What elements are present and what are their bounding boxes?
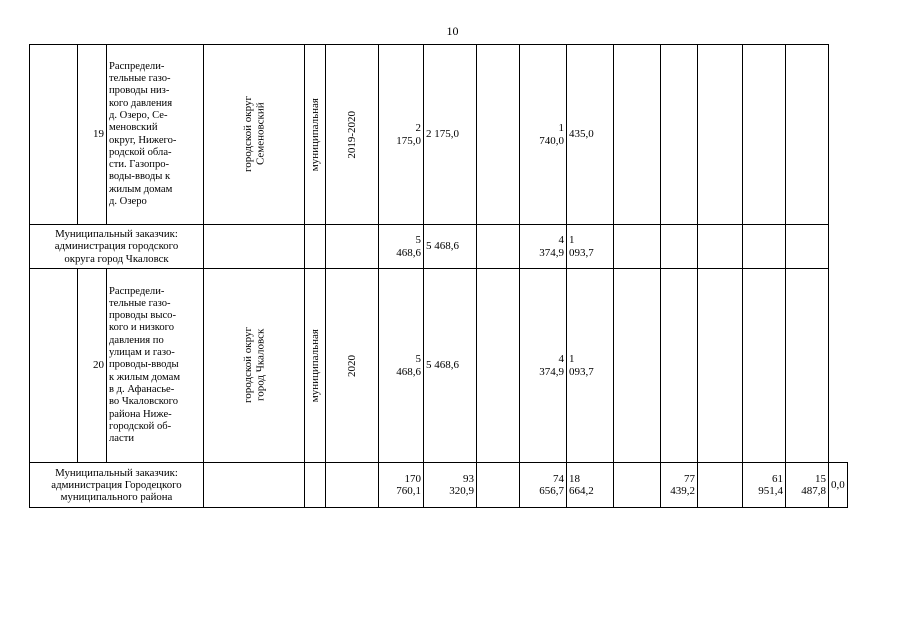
value-year1-part2-text: 1 093,7 [569,234,594,259]
value-year1-part2 [567,463,614,508]
table-row-20 [30,269,848,463]
subtotal-row-gorodets [30,463,848,508]
value-total [379,269,424,463]
empty-cell [614,225,661,269]
empty-cell [614,45,661,225]
table-row-19 [30,45,848,225]
value-year1-part2-text: 435,0 [569,128,594,141]
value-year1-total-text: 93 320,9 [449,472,474,497]
subtotal-row-chkalovsk [30,225,848,269]
ownership-text: муниципальная [308,328,321,403]
empty-cell [698,463,743,508]
empty-cell [614,463,661,508]
value-year2-part3 [829,463,848,508]
value-year2-part1 [743,463,786,508]
value-total [379,463,424,508]
value-year1-total [424,463,477,508]
customer-label [30,463,204,508]
value-year1-part1 [520,269,567,463]
empty-cell [743,225,786,269]
empty-cell [30,269,78,463]
value-year1-total-text: 5 468,6 [426,240,459,253]
ownership-cell [305,269,326,463]
empty-cell [698,225,743,269]
empty-cell [477,463,520,508]
value-year1-part2-text: 1 093,7 [569,353,594,378]
value-total [379,225,424,269]
value-year2-part2 [786,463,829,508]
value-total-text: 5 468,6 [396,234,421,259]
empty-cell [614,269,661,463]
value-year1-part1-text: 1 740,0 [539,122,564,147]
row-number: 20 [78,269,107,463]
empty-cell [477,225,520,269]
object-description-text: Распредели- тельные газо- проводы низ- кого давления д. Озеро, Се- меновский округ, Нижего- родской обла- сти. Газопро- воды-вводы к жилым домам д. Озеро [109,60,177,207]
value-total-text: 2 175,0 [396,122,421,147]
empty-cell [326,225,379,269]
territory-text: городской округ город Чкаловск [241,327,266,404]
empty-cell [743,269,786,463]
territory-cell [204,45,305,225]
empty-cell [661,225,698,269]
period-text: 2019-2020 [345,110,358,159]
value-year1-total-text: 2 175,0 [426,128,459,141]
object-description [107,269,204,463]
empty-cell [305,463,326,508]
value-year1-part2 [567,269,614,463]
territory-cell [204,269,305,463]
empty-cell [786,45,829,225]
value-total-text: 5 468,6 [396,353,421,378]
object-description-text: Распредели- тельные газо- проводы высо- кого и низкого давления по улицам и газо- проводы-вводы к жилым домам в д. Афанасье- во Чкаловского района Ниже- городской об- ласти [109,285,181,445]
page-number: 10 [446,24,459,38]
empty-cell [661,269,698,463]
empty-cell [326,463,379,508]
value-year1-part2 [567,45,614,225]
customer-label-text: Муниципальный заказчик: администрация Городецкого муниципального района [51,466,182,504]
value-year1-part1-text: 74 656,7 [539,472,564,497]
value-year1-total [424,45,477,225]
customer-label-text: Муниципальный заказчик: администрация городского округа город Чкаловск [54,228,179,265]
value-year1-total [424,269,477,463]
value-year1-part2-text: 18 664,2 [569,472,594,497]
customer-label [30,225,204,269]
empty-cell [698,269,743,463]
empty-cell [305,225,326,269]
value-year1-part2 [567,225,614,269]
empty-cell [743,45,786,225]
empty-cell [786,225,829,269]
empty-cell [477,45,520,225]
period-cell [326,269,379,463]
value-year2-total-text: 77 439,2 [670,472,695,497]
empty-cell [661,45,698,225]
territory-text: городской округ Семеновский [241,96,266,173]
period-cell [326,45,379,225]
value-year2-part1-text: 61 951,4 [758,472,783,497]
empty-cell [204,225,305,269]
value-year1-total-text: 5 468,6 [426,359,459,372]
value-year2-total [661,463,698,508]
empty-cell [204,463,305,508]
row-number: 19 [78,45,107,225]
value-year1-part1-text: 4 374,9 [539,353,564,378]
empty-cell [786,269,829,463]
value-total-text: 170 760,1 [396,472,421,497]
empty-cell [30,45,78,225]
value-year1-total [424,225,477,269]
ownership-cell [305,45,326,225]
investment-table [29,44,848,508]
empty-cell [698,45,743,225]
object-description [107,45,204,225]
value-year1-part1 [520,463,567,508]
ownership-text: муниципальная [308,97,321,172]
empty-cell [477,269,520,463]
value-total [379,45,424,225]
value-year2-part3-text: 0,0 [831,478,845,491]
period-text: 2020 [345,354,358,377]
value-year2-part2-text: 15 487,8 [801,472,826,497]
value-year1-part1-text: 4 374,9 [539,234,564,259]
value-year1-part1 [520,45,567,225]
value-year1-part1 [520,225,567,269]
